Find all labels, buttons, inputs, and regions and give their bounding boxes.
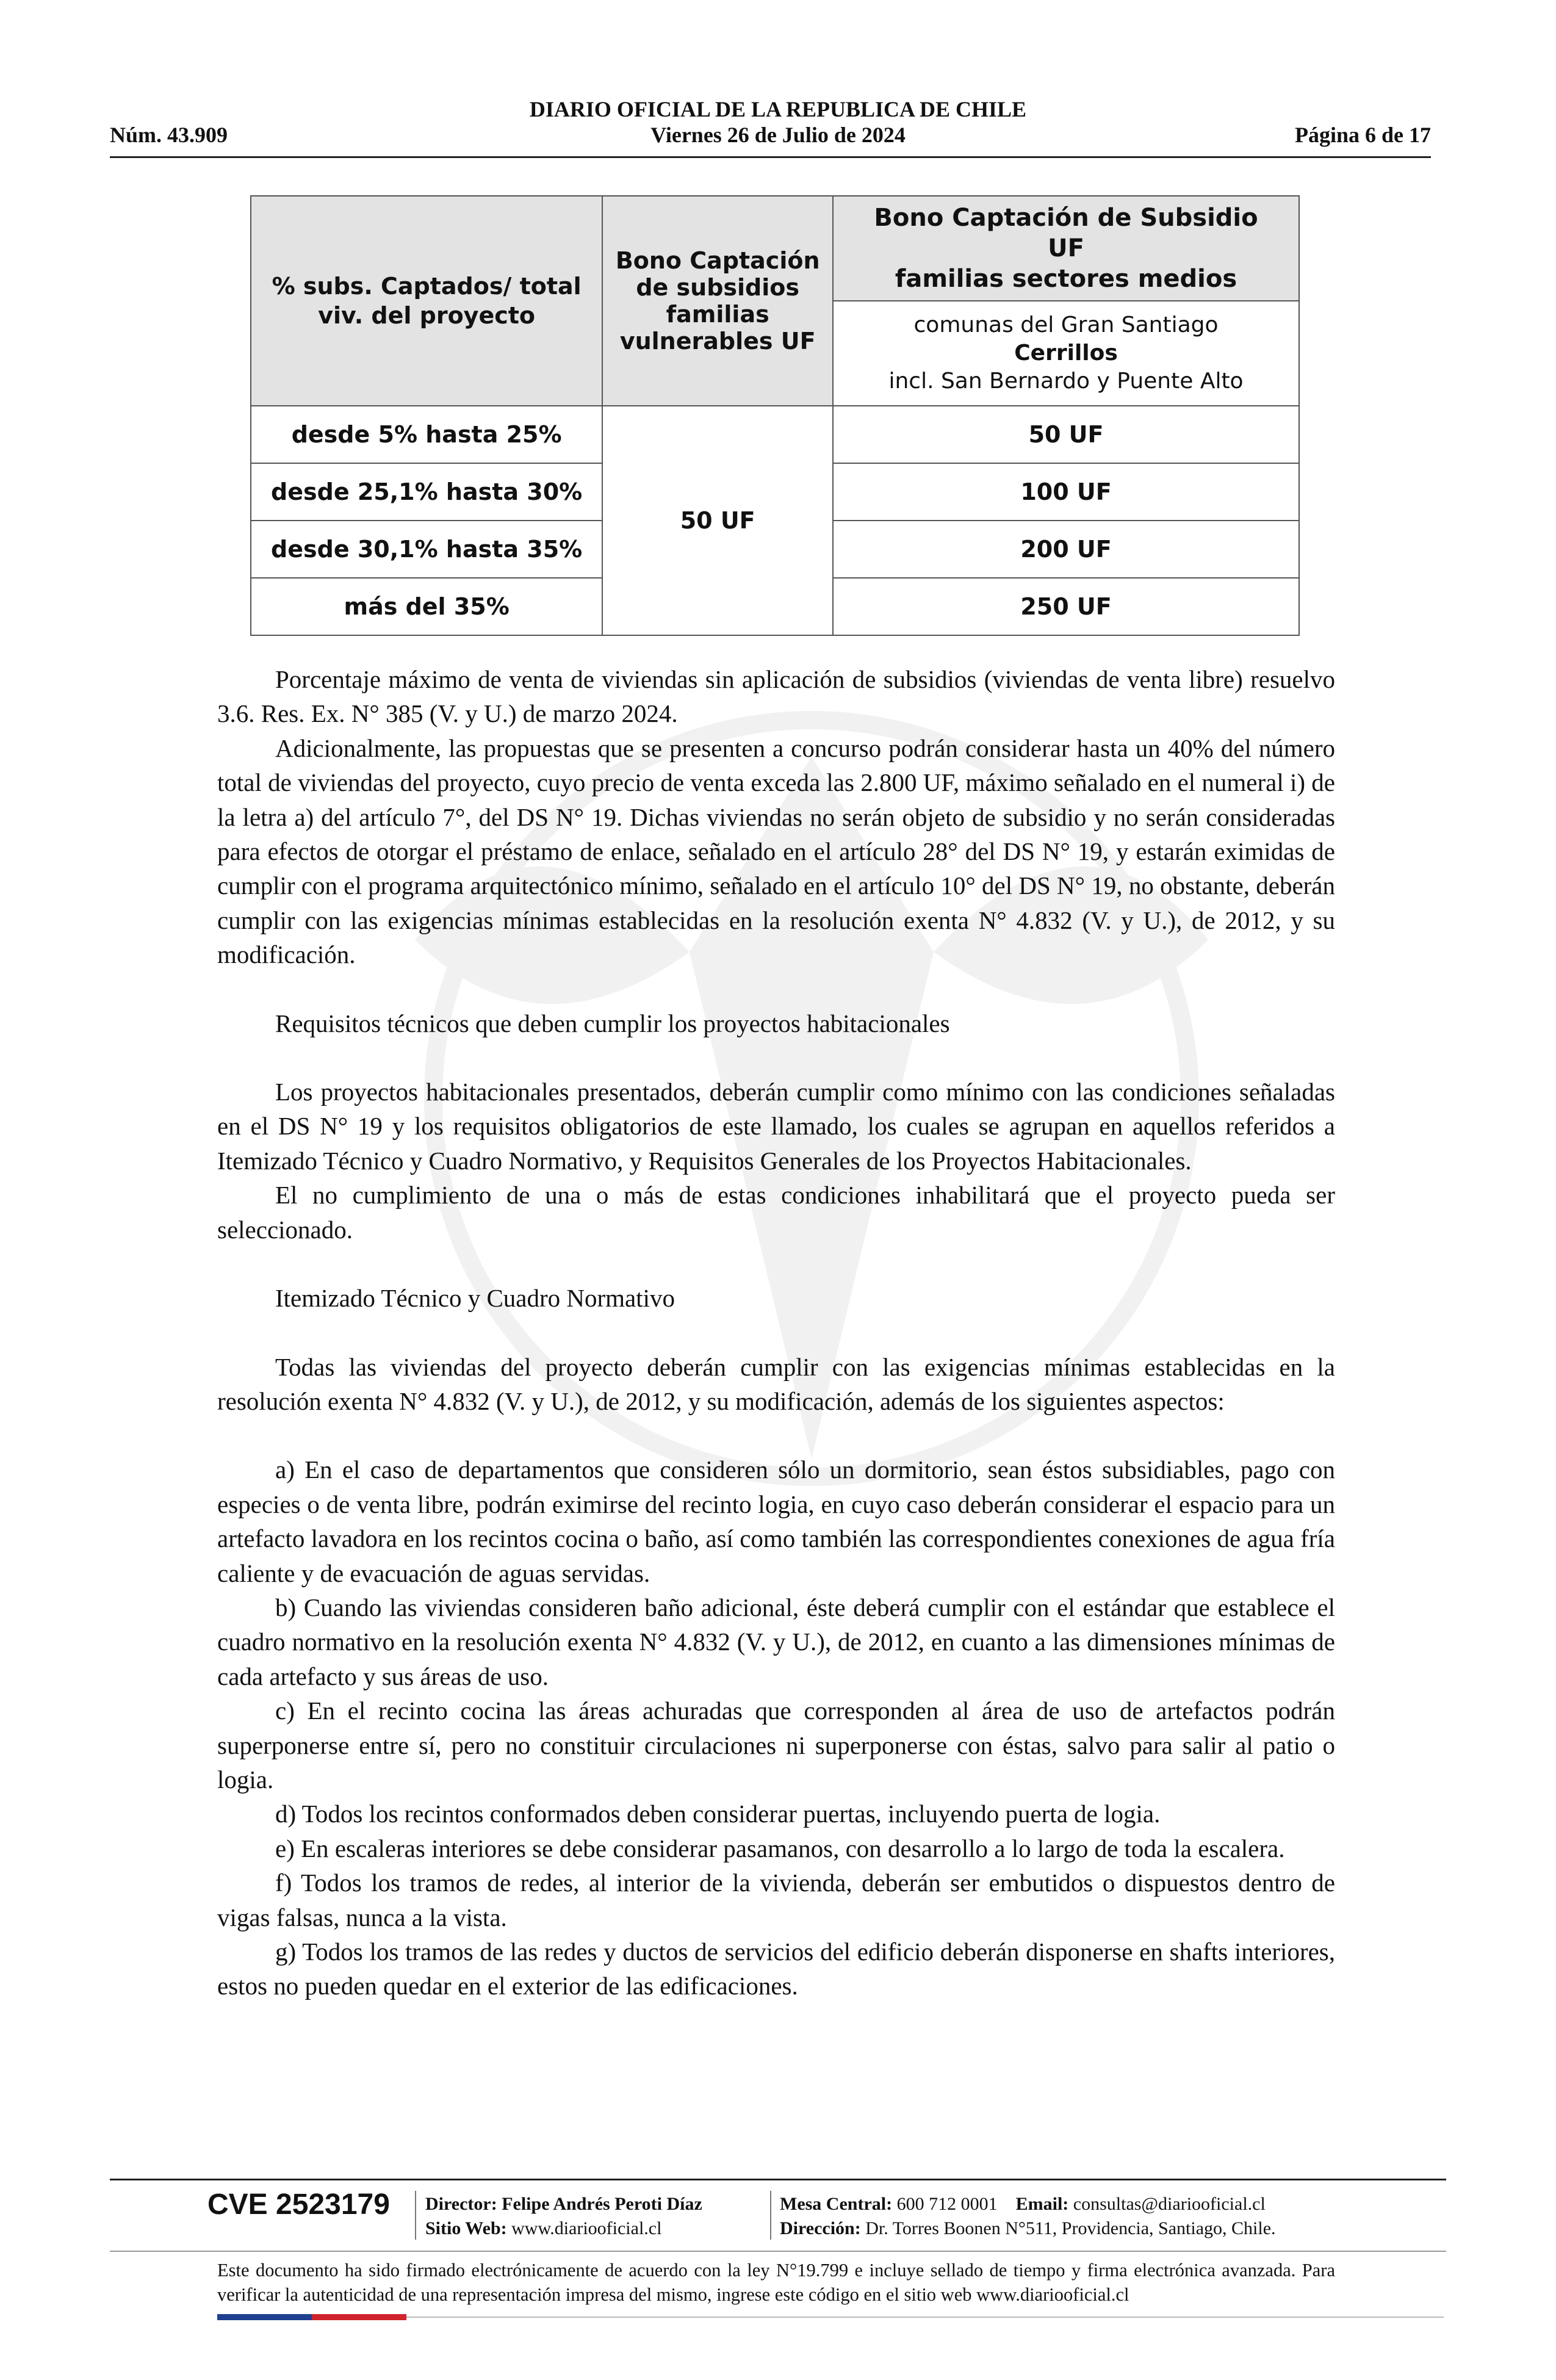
paragraph-no-cumplimiento: El no cumplimiento de una o más de estas condiciones inhabilitará que el proyecto pueda ser seleccionado.: [217, 1181, 1335, 1244]
comunas-line3: incl. San Bernardo y Puente Alto: [888, 369, 1244, 394]
row-value: 50 UF: [833, 406, 1299, 463]
issue-number: Núm. 43.909: [110, 123, 228, 147]
list-item: f) Todos los tramos de redes, al interior de la vivienda, deberán ser embutidos o dispuestos dentro de vigas falsas, nunca a la vista.: [217, 1869, 1335, 1931]
footer-director-block: [425, 2192, 702, 2241]
header-porcentaje: % subs. Captados/ total viv. del proyecto: [251, 196, 602, 406]
mesa-label: Mesa Central:: [780, 2194, 893, 2214]
list-item: a) En el caso de departamentos que consideren sólo un dormitorio, sean éstos subsidiables, pago con especies o de venta libre, podrán eximirse del recinto logia, en cuyo caso deberán considerar el espacio para un artefacto lavadora en los recintos cocina o baño, así como también las correspondientes conexiones de agua fría caliente y de evacuación de aguas servidas.: [217, 1455, 1335, 1587]
cve-code: CVE 2523179: [207, 2188, 390, 2221]
paragraph-adicionalmente: Adicionalmente, las propuestas que se presenten a concurso podrán considerar hasta un 40% del número total de viviendas del proyecto, cuyo precio de venta exceda las 2.800 UF, máximo señalado en el numeral i) de la letra a) del artículo 7°, del DS N° 19. Dichas viviendas no serán objeto de subsidio y no serán consideradas para efectos de otorgar el préstamo de enlace, señalado en el artículo 28° del DS N° 19, y estarán eximidas de cumplir con el programa arquitectónico mínimo, señalado en el artículo 10° del DS N° 19, no obstante, deberán cumplir con las exigencias mínimas establecidas en la resolución exenta N° 4.832 (V. y U.), de 2012, y su modificación.: [217, 734, 1335, 969]
heading-itemizado-tecnico: Itemizado Técnico y Cuadro Normativo: [275, 1284, 675, 1313]
footer-bottom-rule: [406, 2317, 1444, 2318]
row-range: desde 25,1% hasta 30%: [251, 463, 602, 521]
header-sectores-medios-line3: familias sectores medios: [895, 265, 1237, 293]
row-value: 100 UF: [833, 463, 1299, 521]
publication-title: DIARIO OFICIAL DE LA REPUBLICA DE CHILE: [529, 97, 1027, 121]
email-label: Email:: [1015, 2194, 1069, 2214]
comunas-line1: comunas del Gran Santiago: [913, 312, 1219, 337]
flag-stripe-blue: [217, 2314, 312, 2320]
footer-rule-secondary: [110, 2251, 1446, 2252]
footer-contact-block: [780, 2192, 1276, 2241]
header-sectores-medios-line2: UF: [1048, 234, 1084, 262]
comunas-line2: Cerrillos: [1014, 341, 1118, 366]
row-range: desde 30,1% hasta 35%: [251, 521, 602, 578]
direccion-value: Dr. Torres Boonen N°511, Providencia, Santiago, Chile.: [865, 2218, 1276, 2238]
mesa-phone: 600 712 0001: [896, 2194, 998, 2214]
heading-requisitos-tecnicos: Requisitos técnicos que deben cumplir los proyectos habitacionales: [275, 1009, 950, 1037]
issue-date: Viernes 26 de Julio de 2024: [650, 123, 906, 147]
director-label: Director:: [425, 2194, 497, 2214]
paragraph-todas-viviendas: Todas las viviendas del proyecto deberán cumplir con las exigencias mínimas establecidas en la resolución exenta N° 4.832 (V. y U.), de 2012, y su modificación, además de los siguientes aspectos:: [217, 1352, 1335, 1415]
header-rule: [110, 156, 1431, 158]
web-label: Sitio Web:: [425, 2218, 507, 2238]
list-item: d) Todos los recintos conformados deben considerar puertas, incluyendo puerta de logia.: [275, 1800, 1161, 1828]
row-range: desde 5% hasta 25%: [251, 406, 602, 463]
list-item: b) Cuando las viviendas consideren baño adicional, éste deberá cumplir con el estándar que establece el cuadro normativo en la resolución exenta N° 4.832 (V. y U.), de 2012, en cuanto a las dimensiones mínimas de cada artefacto y sus áreas de uso.: [217, 1593, 1335, 1690]
list-item: e) En escaleras interiores se debe considerar pasamanos, con desarrollo a lo largo de toda la escalera.: [275, 1834, 1285, 1863]
row-range: más del 35%: [251, 578, 602, 635]
list-item: c) En el recinto cocina las áreas achuradas que corresponden al área de uso de artefactos podrán superponerse entre sí, pero no constituir circulaciones ni superponerse con éstas, salvo para salir al patio o logia.: [217, 1697, 1335, 1794]
footer-separator: [770, 2191, 771, 2240]
header-sectores-medios: [833, 196, 1299, 301]
footer-rule: [110, 2179, 1446, 2180]
legal-notice: Este documento ha sido firmado electrónicamente de acuerdo con la ley N°19.799 e incluye sellado de tiempo y firma electrónica avanzada. Para verificar la autenticidad de una representación impresa del mismo, ingrese este código en el sitio web www.diariooficial.cl: [217, 2260, 1335, 2305]
list-item: g) Todos los tramos de las redes y ductos de servicios del edificio deberán disponerse en shafts interiores, estos no pueden quedar en el exterior de las edificaciones.: [217, 1938, 1335, 2000]
row-value: 250 UF: [833, 578, 1299, 635]
page-number: Página 6 de 17: [1294, 123, 1431, 147]
paragraph-venta-libre: Porcentaje máximo de venta de viviendas sin aplicación de subsidios (viviendas de venta libre) resuelvo 3.6. Res. Ex. N° 385 (V. y U.) de marzo 2024.: [217, 665, 1335, 728]
header-sectores-medios-line1: Bono Captación de Subsidio: [874, 204, 1258, 232]
row-value: 200 UF: [833, 521, 1299, 578]
bono-captacion-table: [250, 195, 1300, 636]
header-familias-vulnerables: Bono Captación de subsidios familias vulnerables UF: [602, 196, 833, 406]
footer-separator: [415, 2191, 416, 2240]
director-name: Felipe Andrés Peroti Díaz: [502, 2194, 702, 2214]
header-comunas: [833, 301, 1299, 406]
merged-vulnerables-value: 50 UF: [602, 406, 833, 635]
direccion-label: Dirección:: [780, 2218, 861, 2238]
web-link[interactable]: www.diariooficial.cl: [511, 2218, 662, 2238]
body-text: [217, 662, 1335, 2003]
flag-stripe-red: [312, 2314, 406, 2320]
paragraph-proyectos-habitacionales: Los proyectos habitacionales presentados, deberán cumplir como mínimo con las condiciones señaladas en el DS N° 19 y los requisitos obligatorios de este llamado, los cuales se agrupan en aquellos referidos a Itemizado Técnico y Cuadro Normativo, y Requisitos Generales de los Proyectos Habitacionales.: [217, 1078, 1335, 1175]
email-link[interactable]: consultas@diariooficial.cl: [1073, 2194, 1266, 2214]
